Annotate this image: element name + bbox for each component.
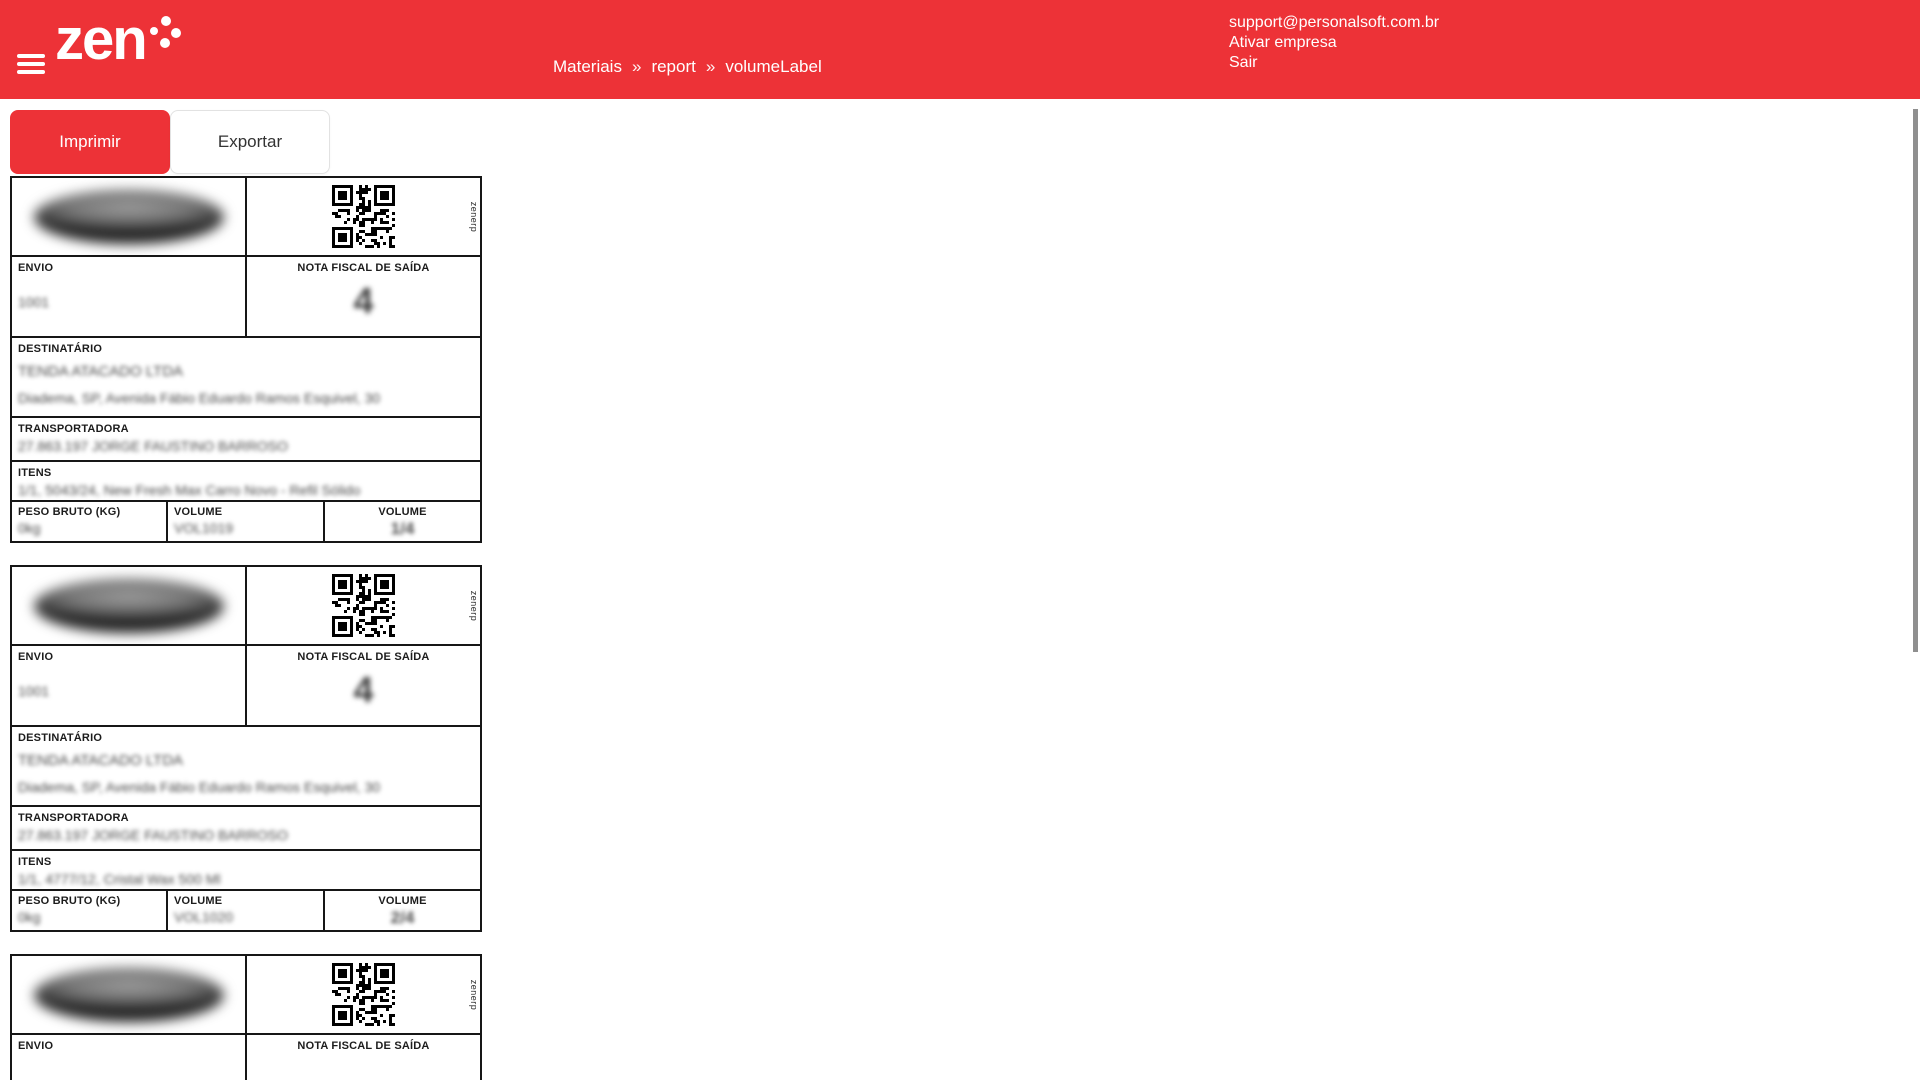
destinatario-label: DESTINATÁRIO — [18, 732, 103, 744]
company-logo-blurred — [34, 190, 224, 244]
company-logo-cell — [12, 956, 247, 1033]
peso-bruto-value: 0kg — [18, 520, 41, 536]
envio-label: ENVIO — [18, 1040, 54, 1052]
volume-codigo-label: VOLUME — [174, 895, 223, 907]
hamburger-menu-icon[interactable] — [17, 54, 45, 74]
qr-cell — [247, 567, 480, 644]
vertical-scrollbar[interactable] — [1913, 109, 1918, 652]
company-logo-blurred — [34, 579, 224, 633]
volume-codigo-value: VOL1019 — [174, 520, 234, 536]
breadcrumb-separator: » — [631, 57, 642, 76]
breadcrumb-separator: » — [705, 57, 716, 76]
zenerp-watermark: zenerp — [469, 201, 479, 232]
qr-cell — [247, 956, 480, 1033]
volume-label-card — [10, 954, 482, 1080]
destinatario-nome: TENDA ATACADO LTDA — [18, 752, 184, 769]
itens-label: ITENS — [18, 856, 52, 868]
qr-code — [332, 574, 395, 637]
qr-code — [332, 963, 395, 1026]
volume-numero-value: 1/4 — [390, 519, 415, 538]
logo-text[interactable]: zen — [55, 7, 146, 72]
company-logo-cell — [12, 567, 247, 644]
nota-fiscal-label: NOTA FISCAL DE SAÍDA — [297, 1040, 430, 1052]
tab-bar — [10, 110, 1920, 174]
itens-label: ITENS — [18, 467, 52, 479]
peso-bruto-label: PESO BRUTO (KG) — [18, 895, 121, 907]
company-logo-blurred — [34, 968, 224, 1022]
zenerp-watermark: zenerp — [469, 979, 479, 1010]
peso-bruto-value: 0kg — [18, 909, 41, 925]
qr-code — [332, 185, 395, 248]
logo-sparkle-icon — [150, 16, 178, 48]
nota-fiscal-value: 4 — [353, 669, 374, 710]
volume-label-card — [10, 176, 482, 543]
sign-out-link[interactable]: Sair — [1229, 54, 1258, 71]
destinatario-endereco: Diadema, SP, Avenida Fábio Eduardo Ramos Esquivel, 30 — [18, 779, 381, 795]
transportadora-label: TRANSPORTADORA — [18, 812, 129, 824]
zenerp-watermark: zenerp — [469, 590, 479, 621]
transportadora-label: TRANSPORTADORA — [18, 423, 129, 435]
breadcrumb-item-volumelabel[interactable]: volumeLabel — [725, 57, 822, 76]
qr-cell — [247, 178, 480, 255]
envio-label: ENVIO — [18, 651, 54, 663]
nota-fiscal-value: 4 — [353, 280, 374, 321]
volume-numero-label: VOLUME — [378, 506, 427, 518]
volume-label-list — [10, 176, 482, 1080]
tab-exportar[interactable]: Exportar — [170, 110, 330, 174]
destinatario-nome: TENDA ATACADO LTDA — [18, 363, 184, 380]
destinatario-endereco: Diadema, SP, Avenida Fábio Eduardo Ramos Esquivel, 30 — [18, 390, 381, 406]
volume-numero-value: 2/4 — [390, 908, 415, 927]
nota-fiscal-label: NOTA FISCAL DE SAÍDA — [297, 262, 430, 274]
support-email-link[interactable]: support@personalsoft.com.br — [1229, 14, 1440, 31]
itens-value: 1/1, 4777/12, Cristal Wax 500 Ml — [18, 871, 221, 887]
breadcrumb-item-materiais[interactable]: Materiais — [553, 57, 622, 76]
tab-imprimir[interactable]: Imprimir — [10, 110, 170, 174]
itens-value: 1/1, 5043/24, New Fresh Max Carro Novo - Refil Sólido — [18, 482, 361, 498]
breadcrumb-item-report[interactable]: report — [651, 57, 696, 76]
envio-label: ENVIO — [18, 262, 54, 274]
volume-codigo-value: VOL1020 — [174, 909, 234, 925]
volume-label-card — [10, 565, 482, 932]
transportadora-value: 27.863.197 JORGE FAUSTINO BARROSO — [18, 827, 288, 843]
envio-value: 1001 — [18, 683, 50, 699]
activate-company-link[interactable]: Ativar empresa — [1229, 34, 1337, 51]
volume-codigo-label: VOLUME — [174, 506, 223, 518]
nota-fiscal-label: NOTA FISCAL DE SAÍDA — [297, 651, 430, 663]
envio-value: 1001 — [18, 294, 50, 310]
breadcrumb — [553, 57, 822, 77]
volume-numero-label: VOLUME — [378, 895, 427, 907]
header-account-links — [1229, 13, 1439, 73]
top-header-bar — [0, 0, 1920, 99]
transportadora-value: 27.863.197 JORGE FAUSTINO BARROSO — [18, 438, 288, 454]
company-logo-cell — [12, 178, 247, 255]
peso-bruto-label: PESO BRUTO (KG) — [18, 506, 121, 518]
destinatario-label: DESTINATÁRIO — [18, 343, 103, 355]
